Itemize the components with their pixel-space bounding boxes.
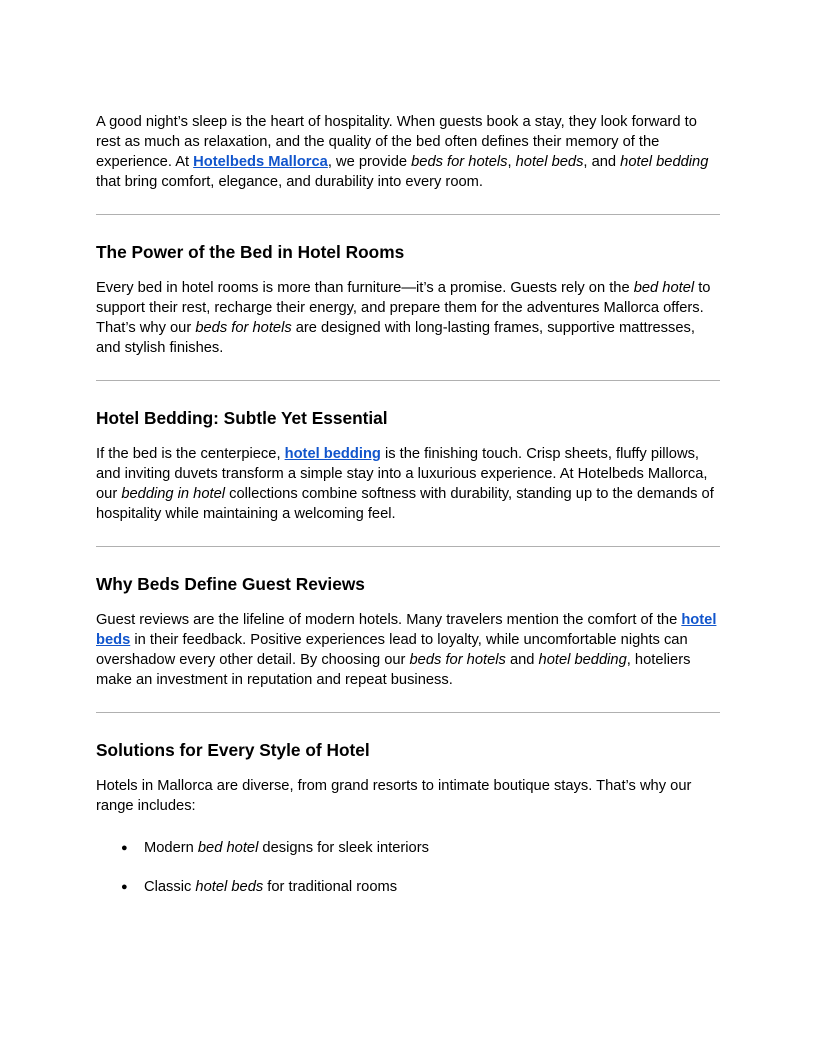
text-segment: collections combine softness with durability, standing up to the demands of hospitality while maintaining a welcoming feel. <box>96 486 714 522</box>
section-paragraph <box>96 278 720 358</box>
bullet-icon: ● <box>121 881 128 893</box>
italic-text: beds for hotels <box>195 320 292 336</box>
list-item <box>96 838 720 858</box>
text-segment: A good night’s sleep is the heart of hospitality. When guests book a stay, they look forward to rest as much as relaxation, and the quality of the bed often defines their memory of the experience. At <box>96 114 697 170</box>
section-paragraph <box>96 444 720 524</box>
section-heading: Why Beds Define Guest Reviews <box>96 574 365 594</box>
section-paragraph <box>96 610 720 690</box>
list-item-text <box>144 840 429 856</box>
text-segment: Modern <box>144 840 198 856</box>
section-hotel-bedding <box>96 407 720 524</box>
text-segment: that bring comfort, elegance, and durability into every room. <box>96 174 483 190</box>
section-divider <box>96 546 720 547</box>
italic-text: bed hotel <box>197 840 259 856</box>
text-segment: Every bed in hotel rooms is more than furniture—it’s a promise. Guests rely on the <box>96 280 634 296</box>
section-divider <box>96 712 720 713</box>
text-segment: is the finishing touch. Crisp sheets, fluffy pillows, and inviting duvets transform a simple stay into a luxurious experience. At Hotelbeds Mallorca, our <box>96 446 708 502</box>
text-segment: in their feedback. Positive experiences lead to loyalty, while uncomfortable nights can overshadow every other detail. By choosing our <box>96 632 688 668</box>
italic-text: hotel beds <box>195 879 264 895</box>
bullet-list <box>96 838 720 897</box>
list-item <box>96 877 720 897</box>
text-segment: , hoteliers make an investment in reputation and repeat business. <box>96 652 691 688</box>
section-paragraph <box>96 776 720 816</box>
text-segment: Hotels in Mallorca are diverse, from grand resorts to intimate boutique stays. That’s why our range includes: <box>96 778 692 814</box>
text-segment: for traditional rooms <box>263 879 398 895</box>
text-segment: to support their rest, recharge their energy, and prepare them for the adventures Mallorca offers. That’s why our <box>96 280 711 336</box>
section-divider <box>96 380 720 381</box>
italic-text: beds for hotels <box>409 652 506 668</box>
text-segment: , we provide <box>327 154 412 170</box>
section-guest-reviews <box>96 573 720 690</box>
italic-text: hotel bedding <box>620 154 709 170</box>
italic-text: beds for hotels <box>411 154 508 170</box>
inline-link[interactable]: hotel bedding <box>284 446 381 462</box>
section-heading: Solutions for Every Style of Hotel <box>96 740 370 760</box>
list-item-text <box>144 879 397 895</box>
italic-text: hotel beds <box>515 154 584 170</box>
text-segment: , and <box>583 154 621 170</box>
text-segment: and <box>505 652 539 668</box>
inline-link[interactable]: Hotelbeds Mallorca <box>193 154 328 170</box>
text-segment: designs for sleek interiors <box>258 840 429 856</box>
italic-text: hotel bedding <box>538 652 627 668</box>
inline-link[interactable]: hotel beds <box>96 612 717 648</box>
text-segment: Classic <box>144 879 196 895</box>
section-heading: The Power of the Bed in Hotel Rooms <box>96 242 405 262</box>
section-heading: Hotel Bedding: Subtle Yet Essential <box>96 408 388 428</box>
text-segment: Guest reviews are the lifeline of modern hotels. Many travelers mention the comfort of the <box>96 612 682 628</box>
text-segment: are designed with long-lasting frames, supportive mattresses, and stylish finishes. <box>96 320 695 356</box>
section-power-of-bed <box>96 241 720 358</box>
section-divider <box>96 214 720 215</box>
intro-paragraph <box>96 112 720 192</box>
italic-text: bedding in hotel <box>121 486 226 502</box>
text-segment: , <box>507 154 516 170</box>
bullet-icon: ● <box>121 842 128 854</box>
text-segment: If the bed is the centerpiece, <box>96 446 285 462</box>
section-solutions <box>96 739 720 897</box>
italic-text: bed hotel <box>633 280 695 296</box>
